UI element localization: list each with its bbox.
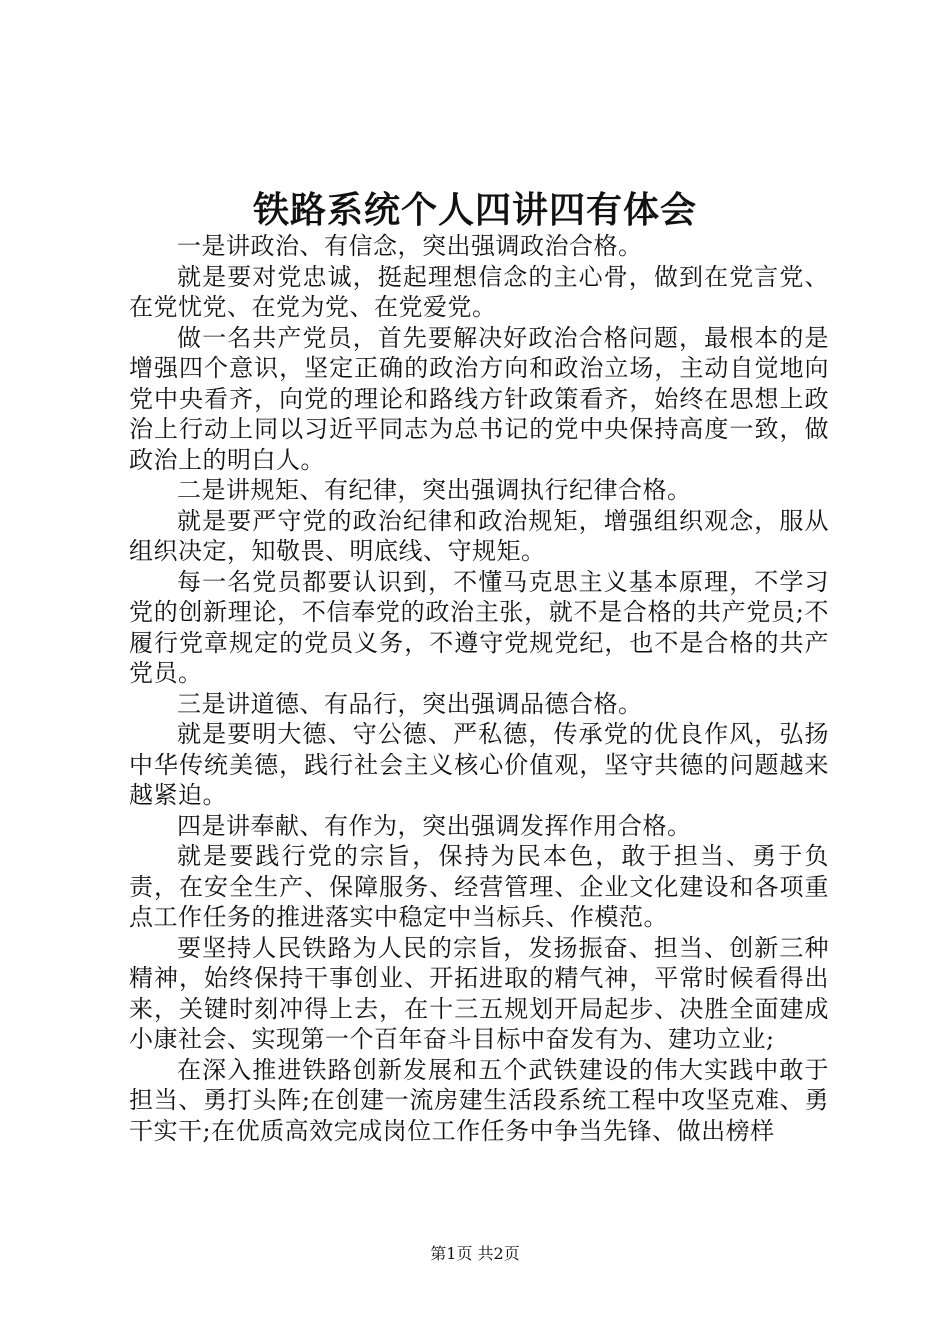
paragraph: 三是讲道德、有品行，突出强调品德合格。 (177, 689, 643, 718)
document-title: 铁路系统个人四讲四有体会 (252, 189, 697, 231)
paragraph: 就是要践行党的宗旨，保持为民本色，敢于担当、勇于负责，在安全生产、保障服务、经营管理、企业文化建设和各项重点工作任务的推进落实中稳定中当标兵、作模范。 (129, 842, 829, 931)
paragraph: 每一名党员都要认识到，不懂马克思主义基本原理，不学习党的创新理论，不信奉党的政治主张，就不是合格的共产党员;不履行党章规定的党员义务，不遵守党规党纪，也不是合格的共产党员。 (129, 567, 829, 687)
page-footer: 第1页 共2页 (430, 1244, 520, 1263)
paragraph: 要坚持人民铁路为人民的宗旨，发扬振奋、担当、创新三种精神，始终保持干事创业、开拓进取的精气神，平常时候看得出来，关键时刻冲得上去，在十三五规划开局起步、决胜全面建成小康社会、实现第一个百年奋斗目标中奋发有为、建功立业; (129, 933, 829, 1053)
paragraph: 一是讲政治、有信念，突出强调政治合格。 (177, 232, 643, 260)
paragraph: 做一名共产党员，首先要解决好政治合格问题，最根本的是增强四个意识，坚定正确的政治方向和政治立场，主动自觉地向党中央看齐，向党的理论和路线方针政策看齐，始终在思想上政治上行动上同以习近平同志为总书记的党中央保持高度一致，做政治上的明白人。 (129, 323, 829, 474)
paragraph: 就是要严守党的政治纪律和政治规矩，增强组织观念，服从组织决定，知敬畏、明底线、守规矩。 (129, 506, 829, 565)
paragraph: 就是要明大德、守公德、严私德，传承党的优良作风，弘扬中华传统美德，践行社会主义核心价值观，坚守共德的问题越来越紧迫。 (129, 720, 829, 809)
document-body (129, 231, 829, 1146)
paragraph: 二是讲规矩、有纪律，突出强调执行纪律合格。 (177, 476, 692, 504)
paragraph: 四是讲奉献、有作为，突出强调发挥作用合格。 (177, 811, 692, 840)
paragraph: 在深入推进铁路创新发展和五个武铁建设的伟大实践中敢于担当、勇打头阵;在创建一流房建生活段系统工程中攻坚克难、勇干实干;在优质高效完成岗位工作任务中争当先锋、做出榜样 (129, 1055, 829, 1145)
paragraph: 就是要对党忠诚，挺起理想信念的主心骨，做到在党言党、在党忧党、在党为党、在党爱党。 (129, 262, 829, 321)
